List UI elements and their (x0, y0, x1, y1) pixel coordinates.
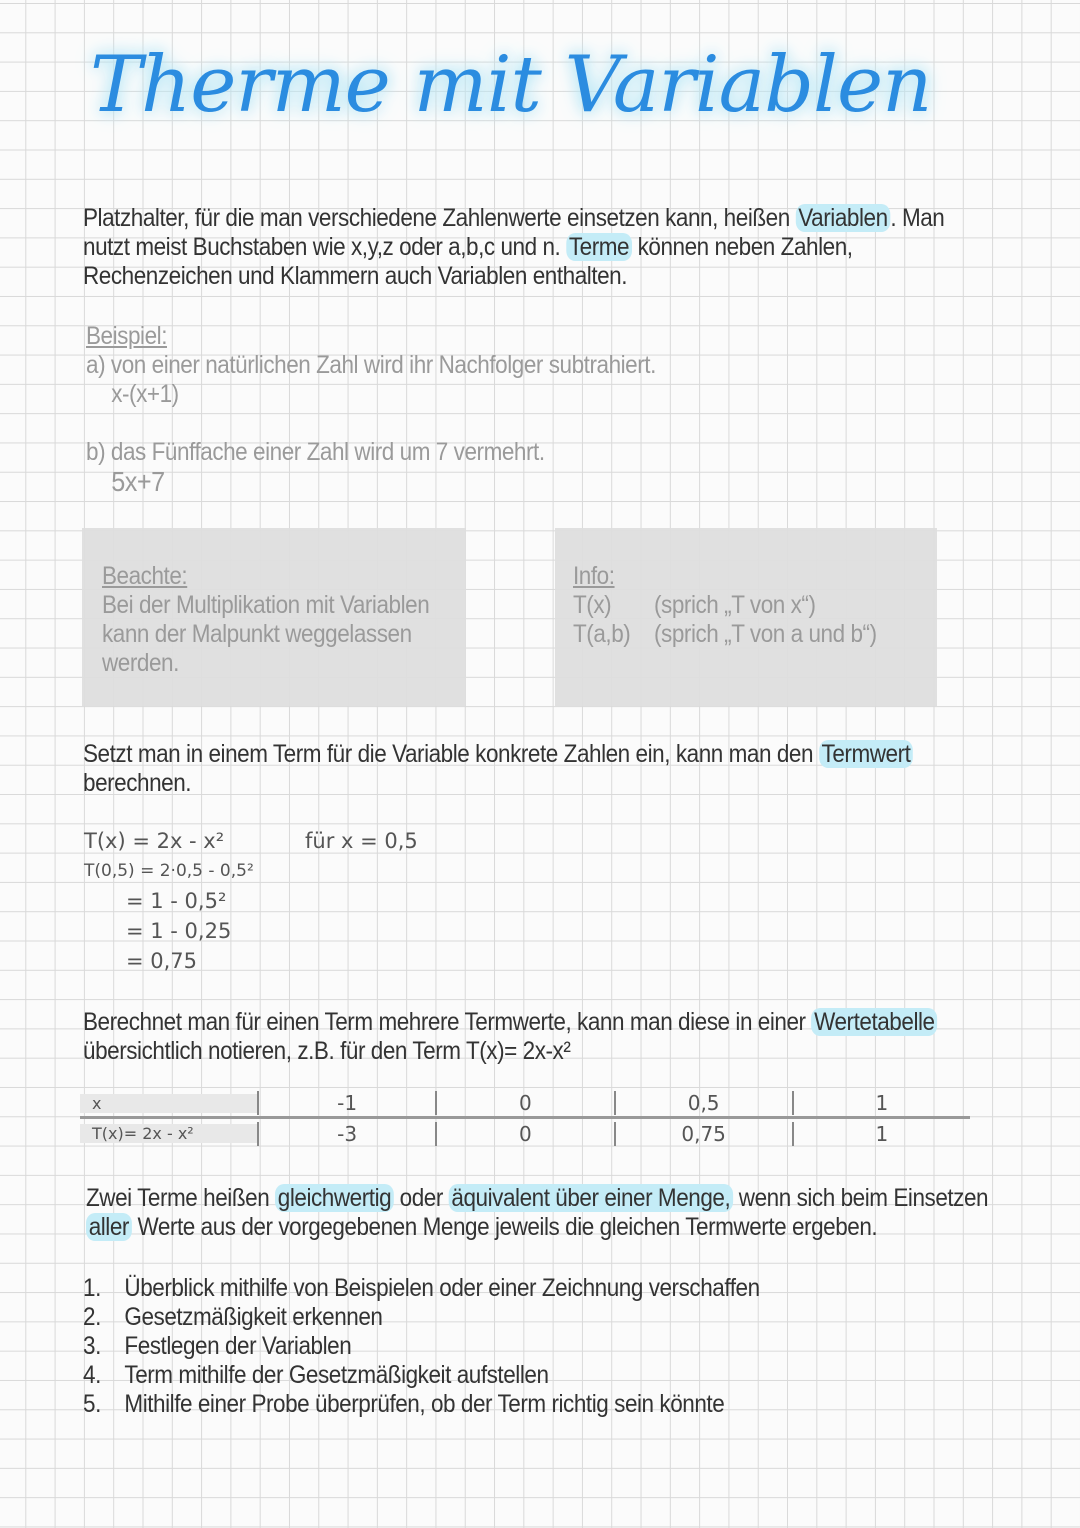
list-item (83, 1361, 983, 1390)
table-row-tx (80, 1119, 970, 1148)
step-text: Festlegen der Variablen (124, 1332, 352, 1360)
text: Platzhalter, für die man verschiedene Zahlenwerte einsetzen kann, heißen (83, 204, 796, 232)
text: übersichtlich notieren, z.B. für den Term T(x)= 2x-x² (83, 1037, 571, 1065)
calc-line: T(0,5) = 2·0,5 - 0,5² (84, 861, 254, 881)
calc-line: = 1 - 0,25 (126, 919, 232, 943)
list-item (83, 1303, 983, 1332)
note-box-text (102, 562, 429, 678)
value-table (80, 1090, 970, 1148)
example-a: a) von einer natürlichen Zahl wird ihr Nachfolger subtrahiert. (86, 351, 656, 379)
step-number: 3. (83, 1332, 101, 1360)
text: . Man (890, 204, 945, 232)
text: (sprich „T von a und b“) (654, 620, 877, 648)
example-a-term: x-(x+1) (111, 380, 179, 408)
text: wenn sich beim Einsetzen (732, 1184, 989, 1212)
text: Bei der Multiplikation mit Variablen (102, 591, 430, 619)
example-heading: Beispiel: (86, 322, 167, 350)
highlight-wertetabelle: Wertetabelle (811, 1008, 937, 1036)
step-number: 5. (83, 1390, 101, 1418)
table-intro (83, 1008, 983, 1066)
calc-line: = 0,75 (126, 949, 198, 973)
step-number: 4. (83, 1361, 101, 1389)
text: werden. (102, 649, 179, 677)
table-cell: 0 (435, 1122, 613, 1146)
table-row-x (80, 1090, 970, 1119)
table-cell: 0,75 (614, 1122, 792, 1146)
highlight-terme: Terme (566, 233, 632, 261)
calculation (84, 826, 254, 976)
info-box-text (573, 562, 877, 649)
step-text: Mithilfe einer Probe überprüfen, ob der Term richtig sein könnte (124, 1390, 725, 1418)
text: können neben Zahlen, (631, 233, 853, 261)
text: (sprich „T von x“) (654, 591, 816, 619)
table-cell: 1 (792, 1122, 970, 1146)
termwert-paragraph (83, 740, 983, 798)
info-heading: Info: (573, 562, 615, 590)
highlight-aequivalent: äquivalent über einer Menge, (449, 1184, 733, 1212)
table-cell: T(x)= 2x - x² (80, 1124, 257, 1143)
highlight-aller: aller (86, 1213, 132, 1241)
intro-paragraph (83, 204, 983, 291)
text: Setzt man in einem Term für die Variable konkrete Zahlen ein, kann man den (83, 740, 819, 768)
text: kann der Malpunkt weggelassen (102, 620, 412, 648)
text: Berechnet man für einen Term mehrere Termwerte, kann man diese in einer (83, 1008, 812, 1036)
page-title: Therme mit Variablen (90, 40, 932, 130)
example-b-term: 5x+7 (111, 466, 165, 497)
text: T(x) (573, 591, 612, 619)
calc-line: T(x) = 2x - x² (84, 829, 225, 853)
list-item (83, 1390, 983, 1419)
step-number: 1. (83, 1274, 101, 1302)
example-section (86, 322, 896, 496)
text: Werte aus der vorgegebenen Menge jeweils die gleichen Termwerte ergeben. (131, 1213, 878, 1241)
step-text: Gesetzmäßigkeit erkennen (124, 1303, 383, 1331)
highlight-termwert: Termwert (819, 740, 913, 768)
list-item (83, 1332, 983, 1361)
table-cell: -3 (257, 1122, 435, 1146)
table-cell: x (80, 1094, 257, 1113)
step-text: Term mithilfe der Gesetzmäßigkeit aufstellen (124, 1361, 549, 1389)
table-cell: -1 (257, 1091, 435, 1115)
list-item (83, 1274, 983, 1303)
note-heading: Beachte: (102, 562, 188, 590)
step-number: 2. (83, 1303, 101, 1331)
step-text: Überblick mithilfe von Beispielen oder einer Zeichnung verschaffen (124, 1274, 760, 1302)
text: Rechenzeichen und Klammern auch Variablen enthalten. (83, 262, 628, 290)
table-cell: 1 (792, 1091, 970, 1115)
calc-condition: für x = 0,5 (305, 829, 418, 853)
text: Zwei Terme heißen (86, 1184, 276, 1212)
text: T(a,b) (573, 620, 631, 648)
text: berechnen. (83, 769, 192, 797)
highlight-gleichwertig: gleichwertig (275, 1184, 394, 1212)
equivalence-paragraph (86, 1184, 1022, 1242)
highlight-variablen: Variablen (796, 204, 891, 232)
text: nutzt meist Buchstaben wie x,y,z oder a,b,c und n. (83, 233, 567, 261)
steps-list (83, 1274, 983, 1419)
example-b: b) das Fünffache einer Zahl wird um 7 vermehrt. (86, 438, 545, 466)
calc-line: = 1 - 0,5² (126, 889, 227, 913)
table-cell: 0,5 (614, 1091, 792, 1115)
table-cell: 0 (435, 1091, 613, 1115)
text: oder (393, 1184, 449, 1212)
